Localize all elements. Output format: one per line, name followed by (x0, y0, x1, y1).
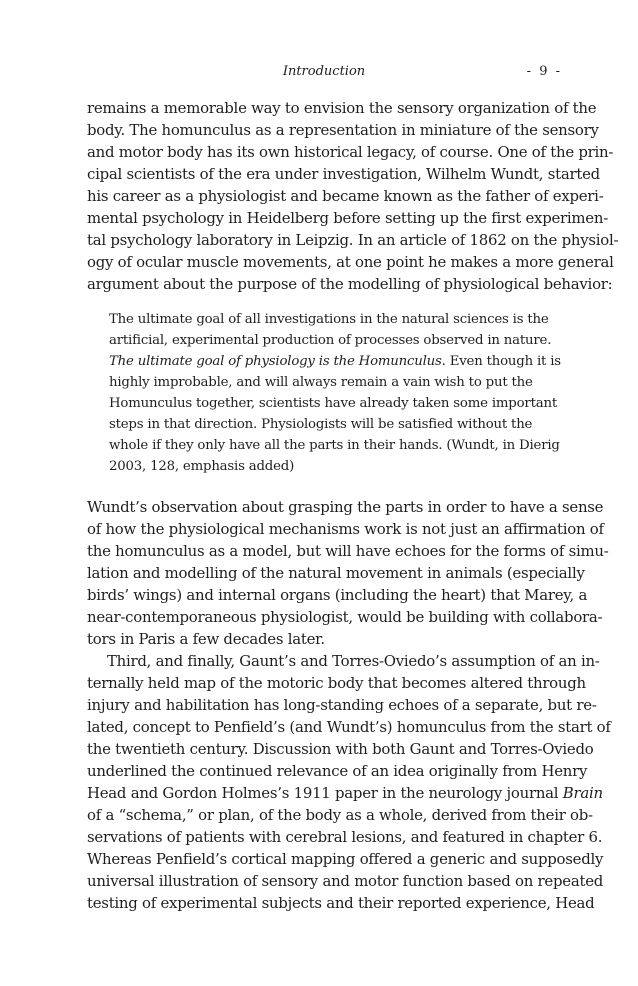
text-line: Whereas Penfield’s cortical mapping offered a generic and supposedly (87, 850, 604, 868)
text-line: the homunculus as a model, but will have echoes for the forms of simu- (87, 542, 609, 560)
text-line: body. The homunculus as a representation in miniature of the sensory (87, 121, 599, 139)
quote-line (109, 351, 561, 372)
quote-line: Homunculus together, scientists have already taken some important (109, 396, 557, 411)
paragraph-1 (87, 97, 619, 295)
text-line: remains a memorable way to envision the sensory organization of the (87, 99, 597, 117)
text-line: the twentieth century. Discussion with both Gaunt and Torres-Oviedo (87, 740, 594, 758)
quote-line: highly improbable, and will always remain a vain wish to put the (109, 375, 533, 390)
text-line: lation and modelling of the natural movement in animals (especially (87, 564, 585, 582)
line-text: Head and Gordon Holmes’s 1911 paper in the neurology journal (87, 784, 563, 802)
page-number: - 9 - (526, 64, 562, 79)
text-line: his career as a physiologist and became known as the father of experi- (87, 187, 604, 205)
block-quote (109, 309, 561, 477)
text-line: argument about the purpose of the modelling of physiological behavior: (87, 275, 613, 293)
quote-emphasis: The ultimate goal of physiology is the Homunculus. (109, 354, 446, 369)
text-line: mental psychology in Heidelberg before setting up the first experimen- (87, 209, 608, 227)
quote-line-rest: Even though it is (445, 354, 561, 369)
text-line: Wundt’s observation about grasping the parts in order to have a sense (87, 498, 604, 516)
text-line: cipal scientists of the era under investigation, Wilhelm Wundt, started (87, 165, 600, 183)
text-line: near-contemporaneous physiologist, would be building with collabora- (87, 608, 603, 626)
text-line: and motor body has its own historical legacy, of course. One of the prin- (87, 143, 614, 161)
text-line: of how the physiological mechanisms work is not just an affirmation of (87, 520, 604, 538)
running-head (0, 64, 638, 84)
text-line: injury and habilitation has long-standing echoes of a separate, but re- (87, 696, 597, 714)
text-line: universal illustration of sensory and motor function based on repeated (87, 872, 604, 890)
paragraph-2 (87, 496, 609, 650)
body-text (87, 97, 619, 914)
quote-line: artificial, experimental production of processes observed in nature. (109, 333, 552, 348)
text-line: tors in Paris a few decades later. (87, 630, 325, 648)
text-line: lated, concept to Penfield’s (and Wundt’s) homunculus from the start of (87, 718, 611, 736)
quote-line: 2003, 128, emphasis added) (109, 459, 295, 474)
text-line: underlined the continued relevance of an idea originally from Henry (87, 762, 588, 780)
quote-line: The ultimate goal of all investigations in the natural sciences is the (109, 312, 549, 327)
text-line: ternally held map of the motoric body that becomes altered through (87, 674, 586, 692)
text-line: testing of experimental subjects and their reported experience, Head (87, 894, 595, 912)
text-line: servations of patients with cerebral lesions, and featured in chapter 6. (87, 828, 603, 846)
text-line: ogy of ocular muscle movements, at one point he makes a more general (87, 253, 614, 271)
quote-line: steps in that direction. Physiologists will be satisfied without the (109, 417, 533, 432)
journal-title: Brain (562, 784, 603, 802)
text-line: of a “schema,” or plan, of the body as a whole, derived from their ob- (87, 806, 593, 824)
text-line: Third, and finally, Gaunt’s and Torres-Oviedo’s assumption of an in- (107, 652, 600, 670)
quote-line: whole if they only have all the parts in their hands. (Wundt, in Dierig (109, 438, 560, 453)
running-title: Introduction (282, 64, 366, 79)
text-line (87, 782, 603, 804)
text-line: tal psychology laboratory in Leipzig. In an article of 1862 on the physiol- (87, 231, 619, 249)
text-line: birds’ wings) and internal organs (including the heart) that Marey, a (87, 586, 588, 604)
paragraph-3 (87, 650, 611, 914)
